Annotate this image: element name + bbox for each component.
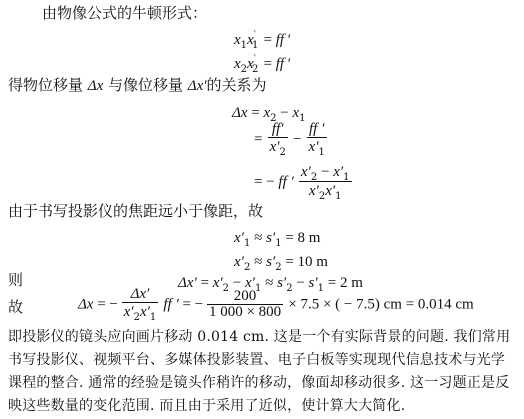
equation-combined-fraction: = − ff ′ $\frac{x'_2 - x'_1}{x'_2x'_1}$ (254, 164, 350, 202)
final-equation: Δx = − $\frac{\Delta x'}{x'_2x'_1}$ ff ′ = − $\frac{200}{1 000 \times 800}$ × 7.5 × ( − 7.5) cm = 0.014 cm (78, 286, 474, 323)
final-tail: × 7.5 × ( − 7.5) cm = 0.014 cm (288, 296, 474, 313)
equation-2: $x_2x'_2$ = ff ′ (234, 54, 292, 75)
therefore-label: 故 (8, 298, 24, 316)
equation-fraction-difference: = $\frac{ff'}{x'_2}$ − $\frac{ff '}{x'_1}$ (254, 121, 325, 158)
final-denominator: 1 000 × 800 (208, 303, 282, 320)
then-label: 则 (8, 271, 24, 289)
final-numerator: 200 (207, 289, 283, 305)
explanation-paragraph: 即投影仪的镜头应向画片移动 0.014 cm. 这是一个有实际背景的问题. 我们常用书写投影仪、视频平台、多媒体投影装置、电子白板等实现现代信息技术与光学课程的整合. 通常的经验是镜头作稍许的移动，像面却移动很多. 这一习题正是反映这些数量的变化范围. 而且由于采用了近似，使计算大大简化. (8, 329, 511, 414)
approximation-2: $x'_2 \approx s'_2 = 10$ m (234, 254, 328, 273)
intro-line: 由物像公式的牛顿形式： (42, 4, 208, 22)
approximation-3: $\Delta x' = x'_2 - x'_1 \approx s'_2 - s'_1 = 2$ m (178, 275, 363, 294)
relation-line: 得物位移量 Δx 与像位移量 Δx′的关系为 (8, 76, 267, 94)
approximation-1: $x'_1 \approx s'_1 = 8$ m (234, 230, 321, 249)
delta-x-definition: $\Delta x = x_2 - x_1$ (232, 105, 306, 124)
focal-length-note: 由于书写投影仪的焦距远小于像距，故 (8, 202, 264, 220)
equation-1: $x_1x'_1$ = ff ′ (234, 30, 292, 51)
